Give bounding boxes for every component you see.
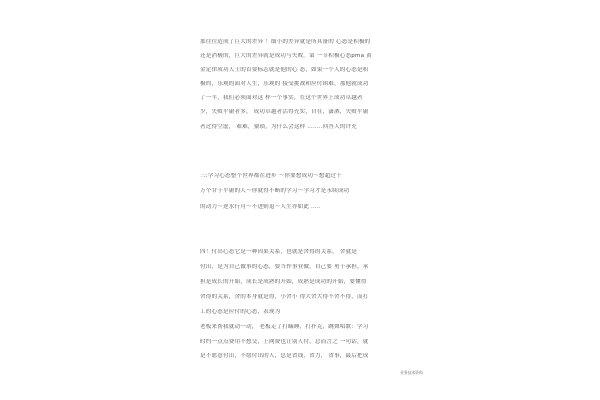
section-4-line-3: 担是成长的开始，成长是成熟的开始，成熟是成功的开始，要懂得 [200,279,367,285]
intro-line-2: 还是消极的，巨大的差异就是成功与失败。第 一节积极心态pma 黄 [200,53,372,59]
intro-line-3: 金定律成功人士的首要标志就是他的心 态，如果一个人的心态是积 [200,67,369,73]
intro-line-5: 了一半，我们必须面对这 样一个事实，在这个世界上成功卓越者 [200,95,363,101]
section-4-line-2: 付出，是为自己做事的心态，要当作事业做，自己要 勇于承担，承 [200,264,369,270]
section-3-line-1: 三:学习心态整个世界都在进步 〜你要想成功〜想超过千 [200,173,342,179]
page-footer: 业务技术资料 [400,370,423,375]
section-4-line-1: 四！付出心态它是一种因果关系，也就是舍得的关系， 舍就是 [200,249,358,255]
section-4-line-4: 舍得的关系，舍的本身就是得，小舍小 得大舍大得不舍不得，而打 [200,294,369,300]
intro-line-6: 少，失败平庸者多， 成功卓越者活得充实，自在，潇洒，失败平庸 [200,109,369,115]
intro-line-1: 那往往造成了巨大的差异 ！细小的差异就是所具备的 心态是积极的 [200,39,371,45]
section-3-line-2: 万个甘于平庸的人〜你就得不断的学习〜学习才是永续成功 [200,188,350,194]
intro-line-7: 者过得空虚， 艰难，猥琐，为什么会这样 ……..回答人的许充 [200,124,358,130]
section-4-line-8: 是不愿意付出，不愿付出的人，总是省钱，省力， 省事，最后把成 [200,353,369,359]
section-4-line-7: 时约一点点费用不想交，上网费也让别人付，总而言之 一句话，就 [200,339,369,345]
section-4-line-5: 工的心态是应付的心态，表现为 [200,309,281,315]
intro-line-4: 极的，乐观的面对人生，乐观的 接受挑战和应付困难，那他就成功 [200,81,369,87]
section-4-line-6: 老板来帮我就动一动， 老板走了打瞌睡，打扑克，跳舞唱歌：学习 [200,324,369,330]
section-3-line-3: 的动力〜逆水行舟〜不进则退〜人生亦如此 ..... [200,204,321,210]
